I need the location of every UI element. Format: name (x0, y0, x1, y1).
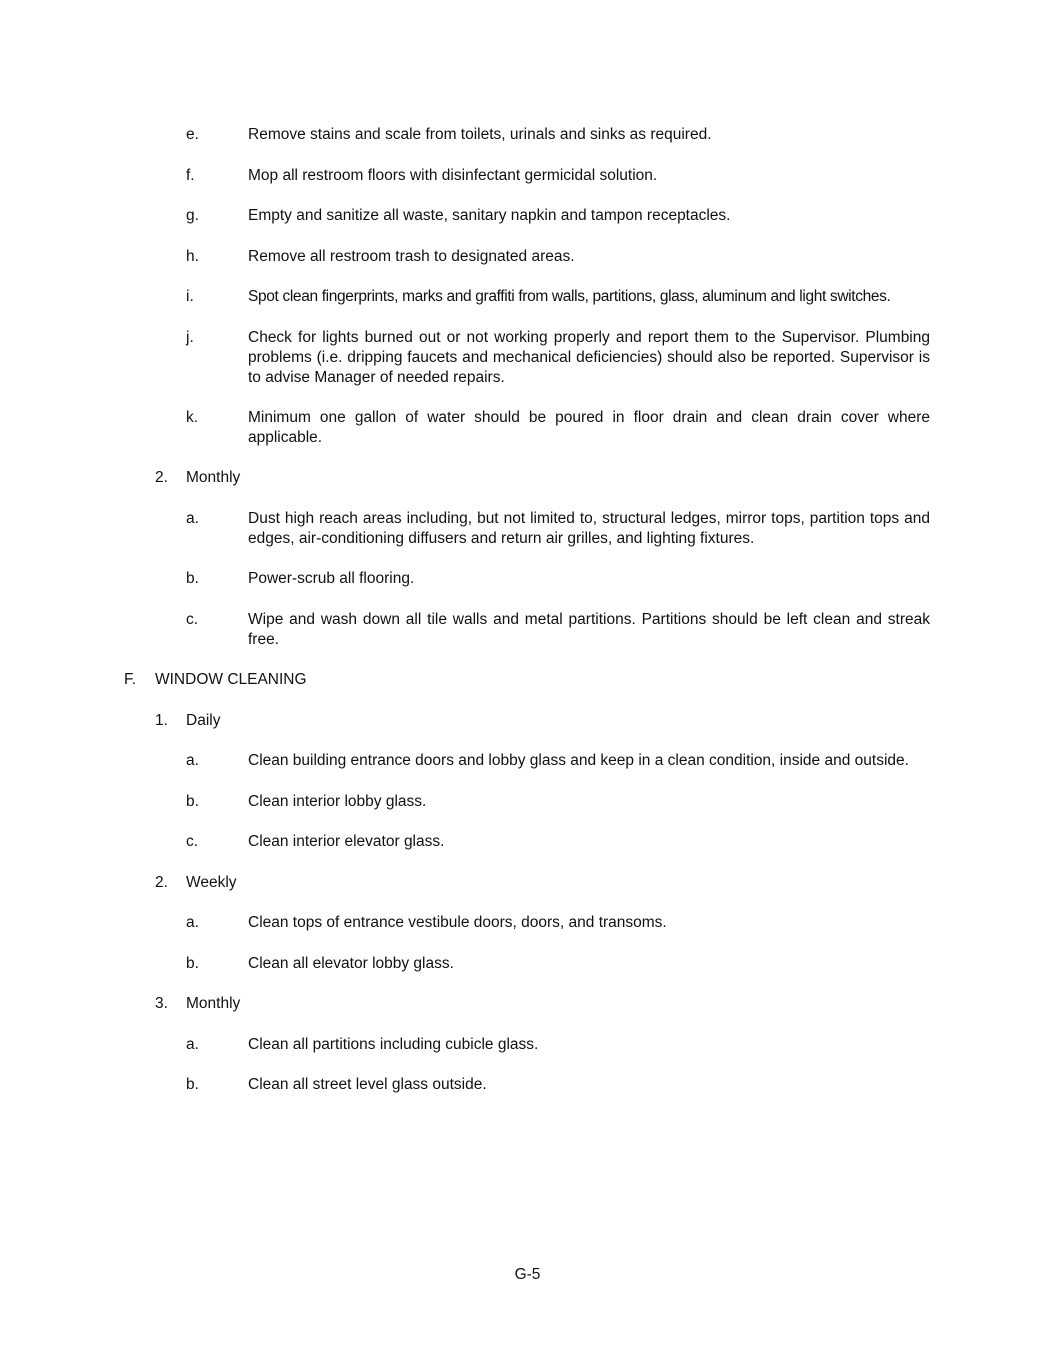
item-marker: a. (186, 1036, 199, 1053)
item-text: Dust high reach areas including, but not limited to, structural ledges, mirror tops, partition tops and edges, air-conditioning diffusers and return air grilles, and lighting fixtures. (248, 510, 930, 547)
item-marker: f. (186, 167, 195, 184)
item-marker: e. (186, 126, 199, 143)
item-marker: b. (186, 793, 199, 810)
subsection-marker: 2. (155, 469, 168, 486)
item-text: Spot clean fingerprints, marks and graffiti from walls, partitions, glass, aluminum and light switches. (248, 288, 891, 305)
item-text: Clean all street level glass outside. (248, 1076, 487, 1093)
item-text: Clean building entrance doors and lobby glass and keep in a clean condition, inside and outside. (248, 752, 909, 769)
section-marker: F. (124, 671, 137, 688)
item-text: Clean all partitions including cubicle glass. (248, 1036, 539, 1053)
subsection-title: Monthly (186, 995, 241, 1012)
item-text: Clean tops of entrance vestibule doors, doors, and transoms. (248, 914, 667, 931)
item-marker: h. (186, 248, 199, 265)
item-marker: a. (186, 510, 199, 527)
item-marker: g. (186, 207, 199, 224)
item-marker: c. (186, 611, 199, 628)
item-text: Mop all restroom floors with disinfectant germicidal solution. (248, 167, 658, 184)
item-text: Power-scrub all flooring. (248, 570, 415, 587)
item-text: Remove stains and scale from toilets, urinals and sinks as required. (248, 126, 712, 143)
item-text: Minimum one gallon of water should be poured in floor drain and clean drain cover where applicable. (248, 409, 930, 446)
item-text: Wipe and wash down all tile walls and metal partitions. Partitions should be left clean and streak free. (248, 611, 930, 648)
section-title: WINDOW CLEANING (155, 671, 307, 688)
item-marker: i. (186, 288, 194, 305)
item-text: Clean interior lobby glass. (248, 793, 427, 810)
item-marker: j. (186, 329, 194, 346)
item-marker: b. (186, 955, 199, 972)
item-marker: a. (186, 914, 199, 931)
subsection-marker: 2. (155, 874, 168, 891)
item-marker: c. (186, 833, 199, 850)
item-text: Check for lights burned out or not working properly and report them to the Supervisor. Plumbing problems (i.e. dripping faucets and mechanical deficiencies) should also be reported. Supervisor is to advise Manager of needed repairs. (248, 329, 930, 386)
subsection-title: Monthly (186, 469, 241, 486)
item-marker: b. (186, 1076, 199, 1093)
page-number: G-5 (514, 1266, 541, 1283)
subsection-marker: 3. (155, 995, 168, 1012)
item-marker: k. (186, 409, 199, 426)
subsection-title: Weekly (186, 874, 237, 891)
item-text: Remove all restroom trash to designated areas. (248, 248, 575, 265)
item-marker: a. (186, 752, 199, 769)
item-text: Clean all elevator lobby glass. (248, 955, 454, 972)
item-text: Clean interior elevator glass. (248, 833, 445, 850)
item-marker: b. (186, 570, 199, 587)
item-text: Empty and sanitize all waste, sanitary napkin and tampon receptacles. (248, 207, 731, 224)
subsection-title: Daily (186, 712, 221, 729)
subsection-marker: 1. (155, 712, 168, 729)
